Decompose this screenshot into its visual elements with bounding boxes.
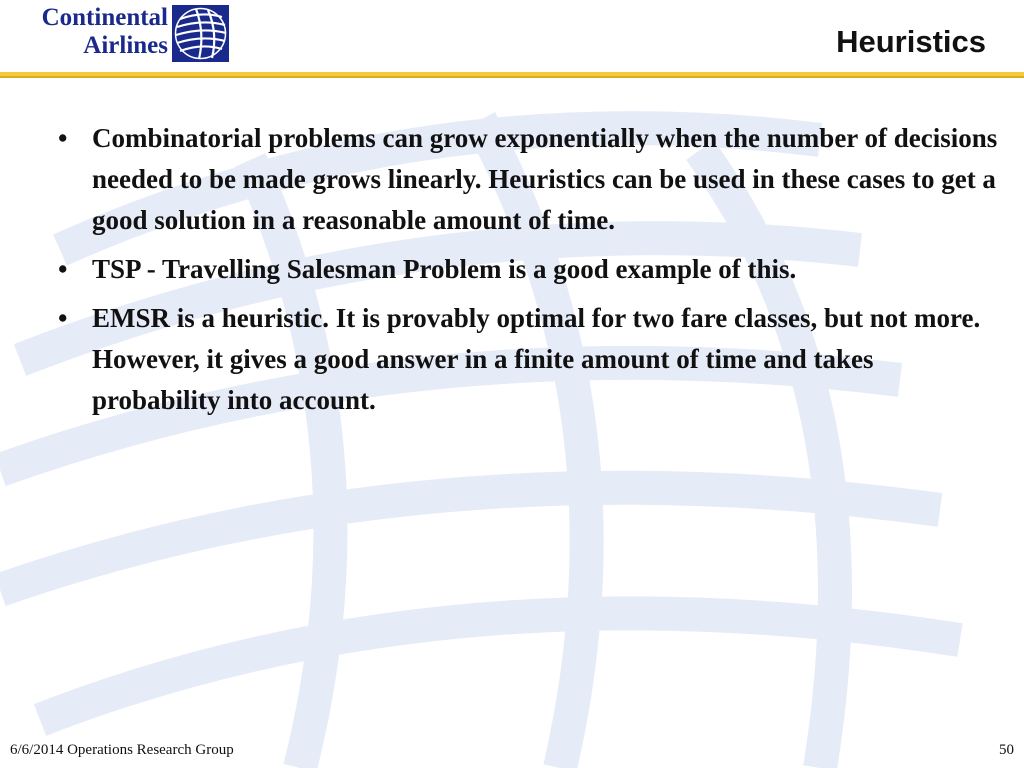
bullet-list — [52, 118, 1002, 429]
bullet-text: Combinatorial problems can grow exponentially when the number of decisions needed to be made grows linearly. Heuristics can be used in these cases to get a good solution in a reasonable amount of time. — [92, 123, 998, 235]
slide-title: Heuristics — [836, 24, 986, 59]
bullet-item — [52, 118, 1002, 241]
bullet-point-icon: • — [58, 123, 68, 153]
bullet-text: EMSR is a heuristic. It is provably optimal for two fare classes, but not more. However, it gives a good answer in a finite amount of time and takes probability into account. — [92, 303, 981, 415]
bullet-point-icon: • — [58, 303, 68, 333]
header-divider — [0, 72, 1024, 78]
logo-line-continental: Continental — [41, 4, 168, 31]
company-logo-text — [0, 4, 168, 60]
bullet-point-icon: • — [58, 254, 68, 284]
globe-logo-icon — [172, 5, 229, 62]
footer-date-group: 6/6/2014 Operations Research Group — [10, 742, 234, 758]
bullet-item — [52, 249, 1002, 290]
bullet-item — [52, 298, 1002, 421]
bullet-text: TSP - Travelling Salesman Problem is a good example of this. — [92, 254, 797, 284]
logo-line-airlines: Airlines — [83, 32, 168, 59]
page-number: 50 — [999, 742, 1014, 758]
